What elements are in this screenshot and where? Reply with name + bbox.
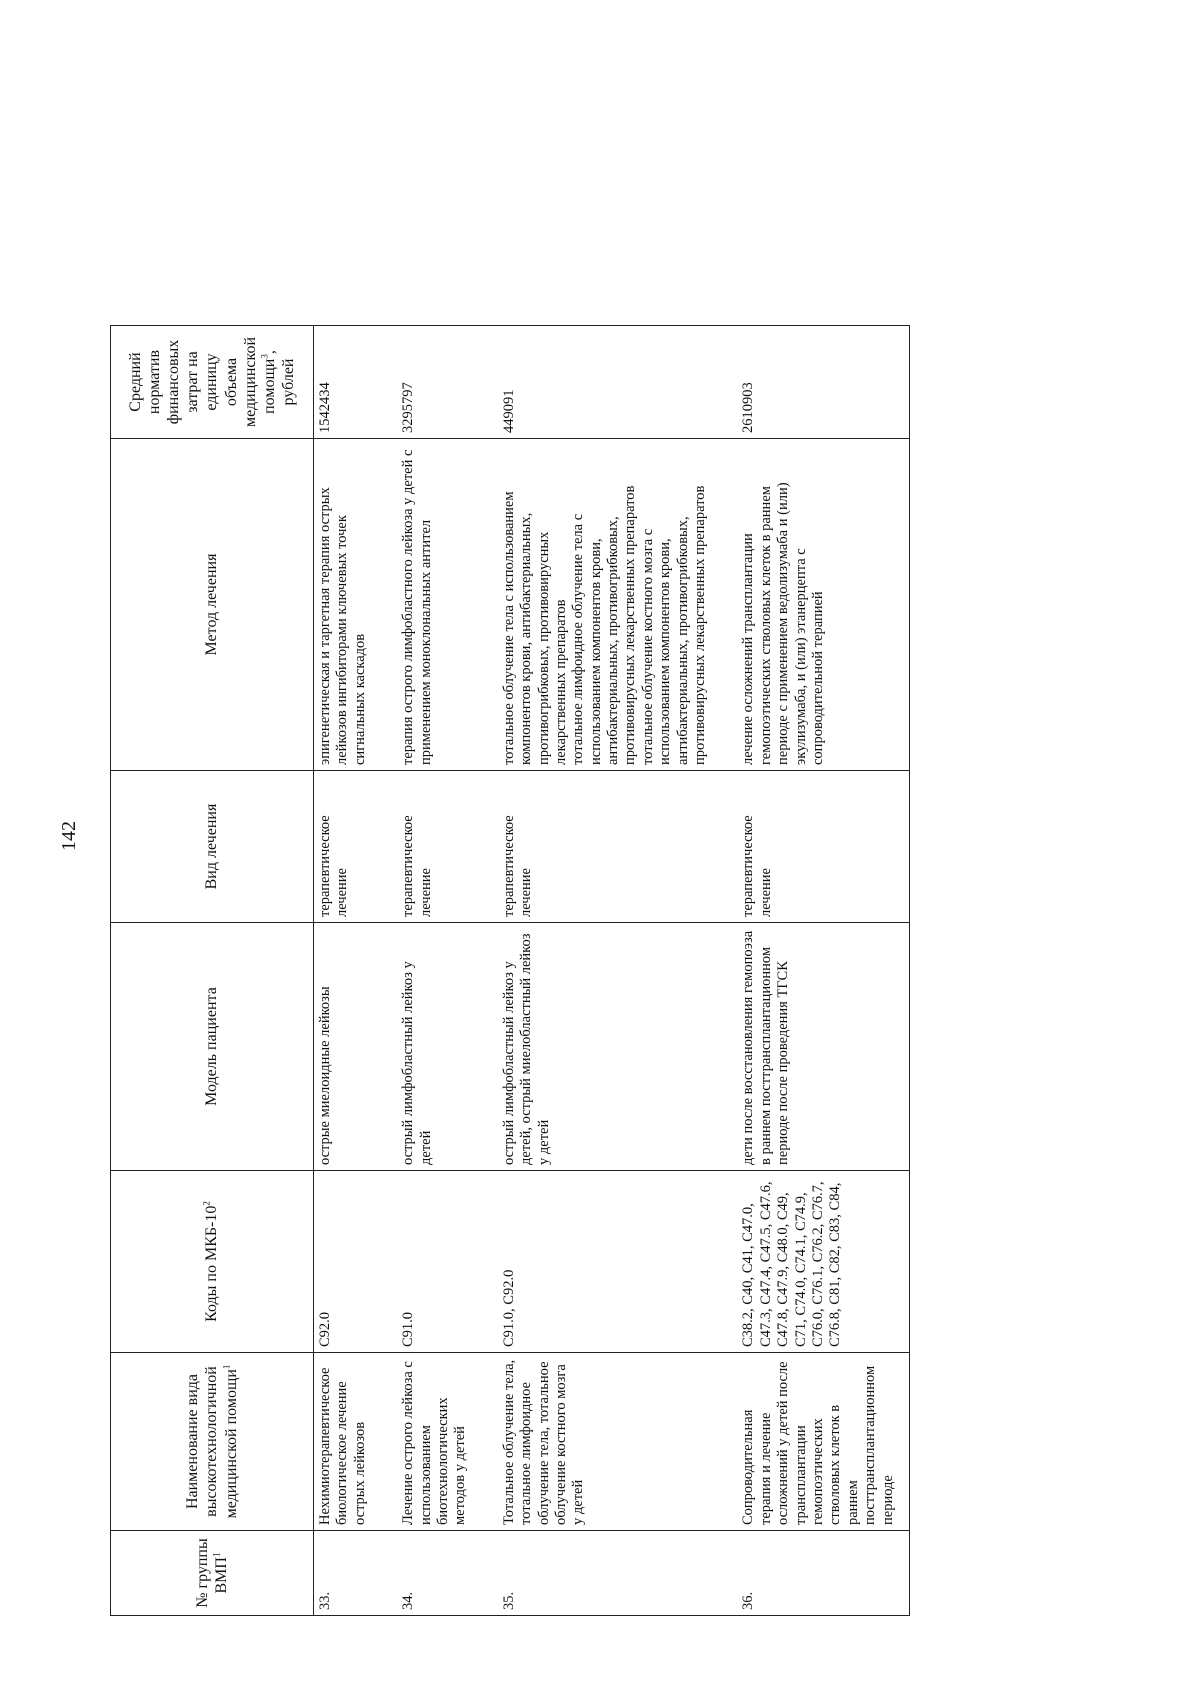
header-num: № группы ВМП$^1$ (111, 1531, 314, 1616)
cell-model: острые миелоидные лейкозы (314, 923, 398, 1171)
table-row (314, 326, 398, 1616)
cell-codes: C91.0, C92.0 (498, 1171, 738, 1353)
cell-cost: 2610903 (737, 326, 909, 439)
rotated-document-page (58, 56, 1118, 1616)
cell-cost: 1542434 (314, 326, 398, 439)
cell-codes: C92.0 (314, 1171, 398, 1353)
cell-model: острый лимфобластный лейкоз у детей, острый миелобластный лейкоз у детей (498, 923, 738, 1171)
vmp-table (110, 325, 910, 1616)
cell-model: дети после восстановления гемопоэза в раннем посттрансплантационном периоде после проведения ТГСК (737, 923, 909, 1171)
cell-name: Лечение острого лейкоза с использованием биотехнологических методов у детей (397, 1353, 498, 1531)
header-model: Модель пациента (111, 923, 314, 1171)
header-method: Метод лечения (111, 439, 314, 771)
cell-num: 34. (397, 1531, 498, 1616)
cell-type: терапевтическое лечение (397, 771, 498, 923)
cell-cost: 3295797 (397, 326, 498, 439)
cell-num: 36. (737, 1531, 909, 1616)
table-row (397, 326, 498, 1616)
header-type: Вид лечения (111, 771, 314, 923)
header-cost: Средний норматив финансовых затрат на единицу объема медицинской помощи$^3$, рублей (111, 326, 314, 439)
cell-method: эпигенетическая и таргетная терапия острых лейкозов ингибиторами ключевых точек сигнальных каскадов (314, 439, 398, 771)
cell-name: Тотальное облучение тела, тотальное лимфоидное облучение тела, тотальное облучение костного мозга у детей (498, 1353, 738, 1531)
cell-cost: 449091 (498, 326, 738, 439)
cell-num: 33. (314, 1531, 398, 1616)
cell-name: Сопроводительная терапия и лечение осложнений у детей после трансплантации гемопоэтических стволовых клеток в раннем посттрансплантационном периоде (737, 1353, 909, 1531)
table-row (737, 326, 909, 1616)
table-row (498, 326, 738, 1616)
page-number: 142 (58, 821, 80, 851)
cell-codes: C91.0 (397, 1171, 498, 1353)
cell-type: терапевтическое лечение (314, 771, 398, 923)
table-header-row (111, 326, 314, 1616)
cell-model: острый лимфобластный лейкоз у детей (397, 923, 498, 1171)
cell-method: лечение осложнений трансплантации гемопоэтических стволовых клеток в раннем периоде с применением ведолизумаба и (или) экулизумаба, и (или) этанерцепта с сопроводительной терапией (737, 439, 909, 771)
header-name: Наименование вида высокотехнологичной медицинской помощи$^1$ (111, 1353, 314, 1531)
cell-num: 35. (498, 1531, 738, 1616)
cell-type: терапевтическое лечение (737, 771, 909, 923)
header-codes: Коды по МКБ-$10^2$ (111, 1171, 314, 1353)
cell-method: терапия острого лимфобластного лейкоза у детей с применением моноклональных антител (397, 439, 498, 771)
cell-type: терапевтическое лечение (498, 771, 738, 923)
cell-name: Нехимиотерапевтическое биологическое лечение острых лейкозов (314, 1353, 398, 1531)
cell-method: тотальное облучение тела с использованием компонентов крови, антибактериальных, противогрибковых, противовирусных лекарственных препаратов тотальное лимфоидное облучение тела с использованием компонентов крови, антибактериальных, противогрибковых, противовирусных лекарственных препаратов тотальное облучение костного мозга с использованием компонентов крови, антибактериальных, противогрибковых, противовирусных лекарственных препаратов (498, 439, 738, 771)
cell-codes: C38.2, C40, C41, C47.0, C47.3, C47.4, C47.5, C47.6, C47.8, C47.9, C48.0, C49, C71, C74.0, C74.1, C74.9, C76.0, C76.1, C76.2, C76.7, C76.8, C81, C82, C83, C84, (737, 1171, 909, 1353)
